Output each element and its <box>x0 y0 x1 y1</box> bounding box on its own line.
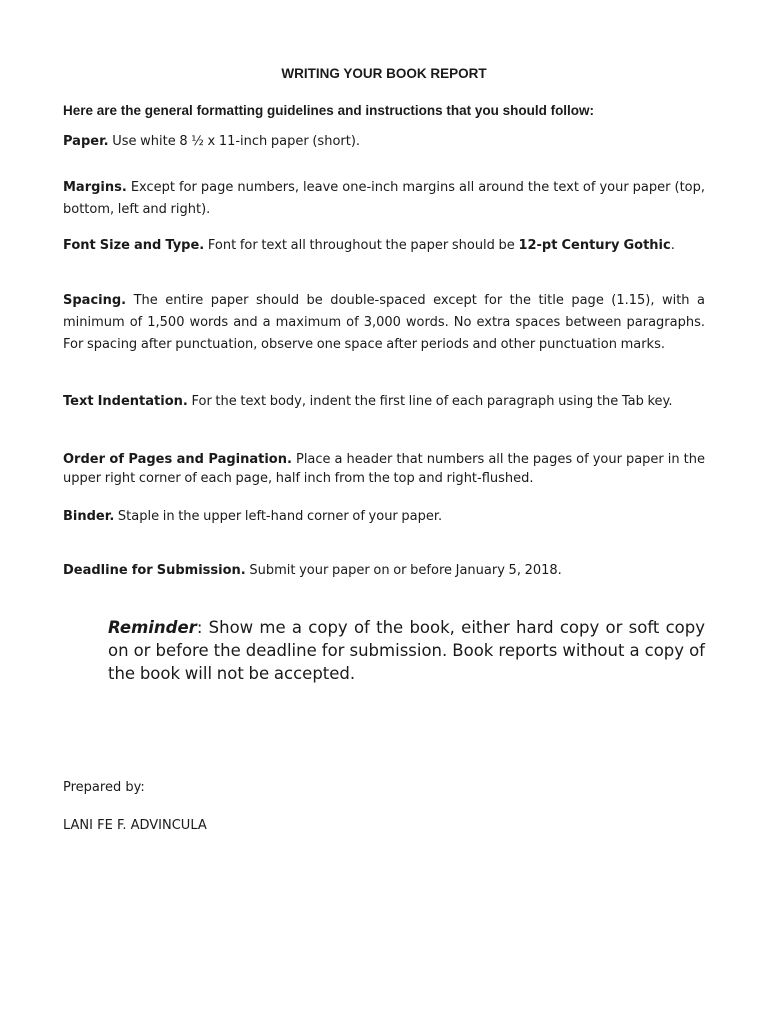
deadline-guideline <box>63 560 705 582</box>
pagination-guideline <box>63 450 705 488</box>
intro-text: Here are the general formatting guidelines and instructions that you should follow: <box>63 103 595 118</box>
reminder-text: : Show me a copy of the book, either hard copy or soft copy on or before the deadline for submission. Book reports without a copy of the book will not be accepted. <box>108 618 705 683</box>
indentation-label-period: . <box>182 394 188 409</box>
pagination-label-period: . <box>287 452 292 467</box>
reminder-label: Reminder <box>108 618 197 637</box>
deadline-label: Deadline for Submission <box>63 563 241 578</box>
binder-label: Binder <box>63 509 110 524</box>
binder-label-period: . <box>109 509 115 524</box>
document-title: WRITING YOUR BOOK REPORT <box>281 66 487 81</box>
pagination-text: Place a header that numbers all the pages of your paper in the upper right corner of each page, half inch from the top and right-flushed. <box>63 452 706 486</box>
margins-label: Margins <box>63 180 122 195</box>
indentation-label: Text Indentation <box>63 394 183 409</box>
binder-guideline <box>63 506 705 528</box>
pagination-label: Order of Pages and Pagination <box>63 452 287 467</box>
spacing-guideline <box>63 290 705 356</box>
font-label-period: . <box>199 238 205 253</box>
font-guideline <box>63 236 705 255</box>
deadline-text: Submit your paper on or before January 5, 2018. <box>245 563 562 578</box>
prepared-by-label: Prepared by: <box>63 780 145 795</box>
font-emphasis: 12-pt Century Gothic <box>518 238 671 253</box>
binder-text: Staple in the upper left-hand corner of your paper. <box>114 509 443 524</box>
font-text-before: Font for text all throughout the paper should be <box>204 238 519 253</box>
prepared-by-name: LANI FE F. ADVINCULA <box>63 818 207 833</box>
font-text-after: . <box>670 238 675 253</box>
paper-label-period: . <box>103 134 109 149</box>
paper-text: Use white 8 ½ x 11-inch paper (short). <box>108 134 361 149</box>
paper-guideline <box>63 131 705 153</box>
spacing-text: The entire paper should be double-spaced except for the title page (1.15), with a minimum of 1,500 words and a maximum of 3,000 words. No extra spaces between paragraphs. For spacing after punctuation, observe one space after periods and other punctuation marks. <box>63 293 705 352</box>
indentation-text: For the text body, indent the first line of each paragraph using the Tab key. <box>187 394 673 409</box>
margins-text: Except for page numbers, leave one-inch margins all around the text of your paper (top, bottom, left and right). <box>63 180 705 217</box>
paper-label: Paper <box>63 134 104 149</box>
spacing-label-period: . <box>121 293 127 308</box>
deadline-label-period: . <box>240 563 246 578</box>
margins-guideline <box>63 177 705 221</box>
margins-label-period: . <box>121 180 127 195</box>
reminder-block <box>108 616 705 685</box>
indentation-guideline <box>63 392 705 411</box>
spacing-label: Spacing <box>63 293 122 308</box>
font-label: Font Size and Type <box>63 238 200 253</box>
